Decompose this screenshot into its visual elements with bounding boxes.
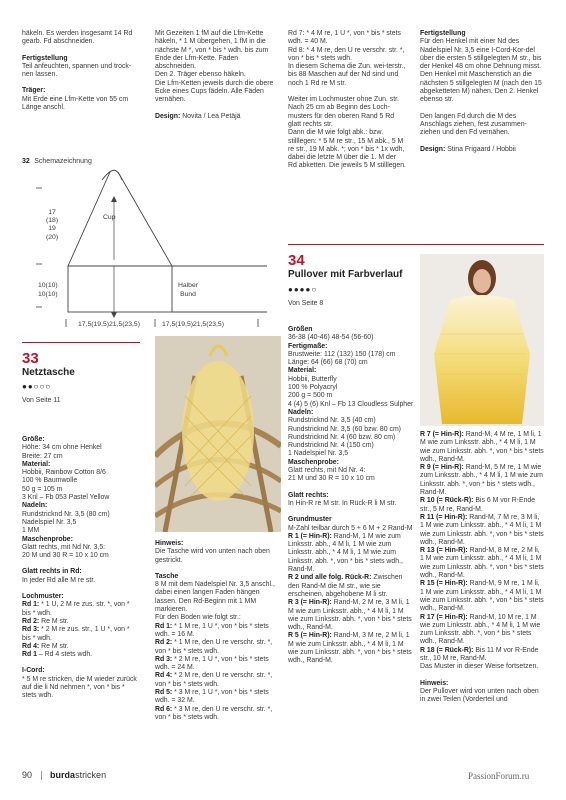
row-text: Rand-M, 5 M re, 1 M wie zum Linksstr. abh., * 4 M li, 1 M wie zum Linksstr. abh. *, von * bis * stets wdh., Rand-M. (420, 464, 543, 497)
page-number: 90 (22, 770, 33, 780)
row-key: Rd 5: (155, 689, 173, 697)
paragraph: Rundstricknd Nr. 3,5 (80 cm) Nadelspiel Nr. 3,5 1 MM (22, 510, 110, 535)
project-title: Netztasche (22, 367, 75, 378)
paragraph: Mit Erde eine Lfm-Kette von 55 cm Länge anschl. (22, 95, 129, 112)
row-text: * 1 M re, den U re verschr. str. *, von * bis * stets wdh. (155, 639, 273, 655)
heading-fertigstellung: Fertigstellung (420, 30, 466, 37)
project-title: Pullover mit Farbverlauf (288, 269, 403, 280)
row-text: * 3 M re, den U re verschr. str. *, von * bis * stets wdh. (155, 705, 273, 721)
paragraph: In Hin-R re M str. In Rück-R li M str. (288, 499, 397, 507)
paragraph: häkeln. Es werden insgesamt 14 Rd gearb. Fd abschneiden. (22, 30, 133, 46)
col2-top (155, 30, 280, 121)
row-text: Bis 6 M vor R-Ende str., 5 M re, Rand-M. (420, 497, 536, 513)
row-key: Rd 6: (155, 705, 173, 713)
paragraph: Mit Gezeiten 1 fM auf die Lfm-Kette häkeln, * 1 M übergehen, 1 fM in die nächste M *, von * bis * wdh. bis zum Ende der Lfm-Kette. Faden abschneiden. Den 2. Träger ebenso häkeln. Die Lfm-Ketten jeweils durch die obere Ecke eines Cups fädeln. Alle Fäden vernähen. (155, 30, 274, 104)
project-number: 34 (288, 252, 305, 269)
row-key: Rd 3: (155, 655, 173, 663)
row-key: Rd 2: (22, 617, 40, 625)
row-text: * 2 M re, den U re verschr. str. *, von * bis * stets wdh. (155, 672, 273, 688)
heading-measurements: Fertigmaße: (288, 342, 328, 350)
heading-fertigstellung: Fertigstellung (22, 54, 68, 62)
row-text: Re M str. (39, 617, 69, 625)
cup-height-sizes (46, 209, 58, 242)
heading-icord: I-Cord: (22, 667, 45, 675)
row-instruction (288, 533, 414, 574)
row-instruction (288, 599, 414, 632)
row-instruction (420, 464, 544, 497)
row-key: R 5 (= Hin-R): (288, 632, 332, 640)
paragraph: In jeder Rd alle M re str. (22, 576, 96, 584)
size-value: 10(10) (38, 282, 58, 289)
page-reference: Von Seite 8 (288, 300, 324, 307)
row-text: Rand-M, 4 M re, 1 M li, 1 M wie zum Linksstr. abh., * 4 M li, 1 M wie zum Linksstr. abh. *, von * bis * stets wdh., Rand-M. (420, 431, 544, 463)
row-text: Re M str. (39, 642, 69, 650)
heading-size: Größe: (22, 436, 45, 443)
project-34-header (288, 252, 438, 307)
row-text: * 2 M re zus. str., 1 U *, von * bis * wdh. (22, 626, 130, 642)
design-label: Design: (155, 112, 181, 120)
row-instruction (420, 431, 544, 464)
row-key: Rd 1: (22, 601, 40, 609)
row-instruction (155, 672, 280, 689)
cup-label: Cup (103, 214, 116, 221)
halber-text: Halber (177, 282, 199, 289)
brand-name-suffix: stricken (75, 770, 107, 780)
row-text: – Rd 4 stets wdh. (36, 651, 93, 659)
heading-trager: Träger: (22, 87, 46, 95)
row-key: R 1 (= Hin-R): (288, 532, 332, 540)
row-key: R 18 (= Rück-R): (420, 646, 474, 654)
paragraph: Hobbii, Rainbow Cotton 8/6 100 % Baumwolle 50 g = 105 m 3 Knl – Fb 053 Pastel Yellow (22, 469, 110, 502)
row-key: R 11 (= Hin-R): (420, 513, 468, 521)
row-text: Rand-M, 2 M re, 3 M li, 1 M wie zum Linksstr. abh., * 4 M li, 1 M wie zum Linksstr. abh. *, von * bis * stets wdh., Rand-M. (288, 599, 412, 632)
paragraph: Weiter im Lochmuster ohne Zun. str. Nach 25 cm ab Beginn des Loch-musters für den oberen Rand 5 Rd glatt rechts str. Dann die M wie folgt abk.: bzw. stilllegen: * 5 M re str., 15 M abk., 5 M re str., 19 M abk. *; von * bis * 1x wdh, dabei die letzte M über die 1. M der Rd abketten. Die jeweils 5 M stilllegen. (288, 96, 406, 170)
row-key: Rd 2: (155, 639, 173, 647)
col1-bottom (22, 436, 140, 701)
project-number: 33 (22, 350, 39, 367)
heading-material: Material: (288, 367, 317, 375)
paragraph: Teil anfeuchten, spannen und trock-nen lassen. (22, 62, 132, 79)
heading-material: Material: (22, 460, 51, 468)
brand-name: burda (50, 770, 76, 780)
heading-needles: Nadeln: (288, 408, 314, 416)
row-instruction (155, 639, 280, 656)
row-instruction (420, 614, 544, 647)
heading-gauge: Maschenprobe: (288, 458, 339, 466)
half-band-label (168, 281, 208, 299)
row-key: R 3 (= Hin-R): (288, 599, 332, 607)
size-value: 19 (48, 225, 56, 233)
size-value: (20) (46, 233, 59, 241)
row-text: Bis 11 M vor R-Ende str., 10 M re, Rand-M. (420, 646, 539, 663)
heading-sizes: Größen (288, 326, 313, 333)
row-text: * 1 M re, 1 U *, von * bis * stets wdh. = 16 M. (155, 622, 269, 638)
row-key: R 9 (= Hin-R): (420, 464, 464, 472)
row-instruction (288, 574, 414, 599)
design-credit: Stina Frigaard / Hobbii (447, 145, 516, 153)
row-key: R 17 (= Hin-R): (420, 613, 468, 621)
band-height-sizes (38, 281, 58, 299)
footer (22, 770, 106, 780)
design-credit: Novita / Lea Petäjä (182, 112, 241, 120)
paragraph: Rundstricknd Nr. 3,5 (40 cm) Rundstricknd Nr. 3,5 (60 bzw. 80 cm) Rundstricknd Nr. 4 (60 bzw. 80 cm) Rundstricknd Nr. 4 (150 cm) 1 Nadelspiel Nr. 3,5 (288, 417, 401, 458)
row-key: Rd 1: (155, 622, 173, 630)
col1-top (22, 30, 140, 112)
schema-title: Schemazeichnung (34, 158, 92, 165)
row-text: Rand-M, 3 M re, 2 M li, 1 M wie zum Linksstr. abh., * 4 M li, 1 M wie zum Linksstr. abh. *, von * bis * stets wdh., Rand-M. (288, 632, 412, 665)
row-key: R 10 (= Rück-R): (420, 497, 474, 505)
row-key: Rd 4: (155, 672, 173, 680)
row-instruction (22, 626, 140, 643)
paragraph: Das Muster in dieser Weise fortsetzen. (420, 663, 539, 671)
paragraph: Den langen Fd durch die M des Anschlags ziehen, fest zusammen-ziehen und den Fd vernähen. (420, 112, 527, 137)
paragraph: Glatt rechts, mit Nd Nr. 4: 21 M und 30 R = 10 x 10 cm (288, 467, 375, 483)
size-value: 10(10) (38, 291, 58, 298)
width-left: 17,5(19,5)21,5(23,5) (78, 321, 140, 328)
bund-text: Bund (180, 291, 196, 298)
row-text: Rand-M, 9 M re, 1 M li, 1 M wie zum Linksstr. abh., * 4 M li, 1 M wie zum Linksstr. abh. *, von * bis * stets wdh., Rand-M. (420, 580, 544, 613)
row-instruction (420, 547, 544, 580)
heading-stockinette: Glatt rechts: (288, 491, 329, 499)
row-text: * 3 M re, 1 U *, von * bis * stets wdh. = 32 M. (155, 689, 269, 705)
row-text: Rand-M, 7 M re, 3 M li, 1 M wie zum Linksstr. abh., * 4 M li, 1 M wie zum Linksstr. abh. *, von * bis * stets wdh., Rand-M. (420, 513, 544, 546)
row-text: Zwischen den Rand-M die M str., wie sie erscheinen, abgehobene M li str. (288, 574, 403, 598)
row-instruction (288, 632, 414, 665)
paragraph: * 5 M re stricken, die M wieder zurück auf die li Nd nehmen *, von * bis * stets wdh. (22, 675, 137, 700)
row-text: Rand-M, 8 M re, 2 M li, 1 M wie zum Linksstr. abh., * 4 M li, 1 M wie zum Linksstr. abh. *, von * bis * stets wdh., Rand-M. (420, 547, 544, 580)
section-divider (22, 342, 140, 343)
heading-needles: Nadeln: (22, 502, 48, 510)
heading-bag: Tasche (155, 572, 179, 580)
col3-bottom (288, 326, 414, 666)
paragraph: M-Zahl teilbar durch 5 + 6 M + 2 Rand-M (288, 524, 413, 532)
col4-bottom (420, 431, 544, 705)
row-text: * 1 U, 2 M re zus. str. *, von * bis * wdh. (22, 601, 130, 617)
row-key: R 13 (= Hin-R): (420, 547, 468, 555)
width-right: 17,5(19,5)21,5(23,5) (162, 321, 224, 328)
heading-stockinette: Glatt rechts in Rd: (22, 568, 82, 576)
row-key: R 15 (= Hin-R): (420, 580, 468, 588)
col3-top (288, 30, 406, 171)
row-key: Rd 3: (22, 626, 40, 634)
sweater-photo (420, 254, 544, 426)
heading-pattern: Grundmuster (288, 516, 332, 524)
paragraph: Für den Henkel mit einer Nd des Nadelspiel Nr. 3,5 eine I-Cord-Kor-del über die ersten 5 stillgelegten M str., bis der Henkel 48 cm ohne Dehnung misst. Den Henkel mit Maschenstich an die nächsten 5 stillgelegten M (nach den 15 abgeketteten M) nähen. Den 2. Henkel ebenso str. (420, 38, 542, 104)
row-instruction (155, 656, 280, 673)
row-instruction (420, 497, 544, 514)
row-instruction (155, 623, 280, 640)
heading-lace: Lochmuster: (22, 593, 64, 601)
sweater-illustration (420, 254, 544, 426)
net-bag-illustration (155, 336, 281, 532)
paragraph: 8 M mit dem Nadelspiel Nr. 3,5 anschl., dabei einen langen Faden hängen lassen. Den Rd-Beginn mit 1 MM markieren. Für den Boden wie folgt str.: (155, 581, 275, 622)
col4-top (420, 30, 544, 154)
row-key: Rd 4: (22, 642, 40, 650)
design-label: Design: (420, 145, 446, 153)
heading-hint: Hinweis: (155, 540, 184, 547)
project-33-header (22, 350, 140, 404)
schema-drawing (22, 162, 282, 337)
row-key: Rd 1 (22, 651, 37, 659)
page-reference: Von Seite 11 (22, 397, 61, 404)
section-divider (288, 244, 544, 245)
row-instruction (22, 651, 140, 659)
paragraph: Brustweite: 112 (132) 150 (178) cm Länge: 64 (66) 68 (70) cm (288, 350, 396, 367)
size-value: 17 (48, 209, 56, 216)
difficulty-rating: ●●●●○ (288, 285, 318, 294)
paragraph: 36-38 (40-46) 48-54 (56-60) (288, 334, 374, 342)
row-text: Rand-M, 1 M wie zum Linksstr. abh., 4 M li, 1 M wie zum Linksstr. abh., * 4 M li, 1 M wie zum Linksstr. abh. *, von * bis * stets wdh., Rand-M. (288, 532, 403, 574)
footer-divider (41, 771, 42, 780)
heading-gauge: Maschenprobe: (22, 535, 73, 543)
row-instruction (155, 706, 280, 723)
row-instruction (155, 689, 280, 706)
watermark: PassionForum.ru (468, 771, 530, 781)
paragraph: Hobbii, Butterfly 100 % Polyacryl 200 g = 500 m 4 (4) 5 (6) Knl – Fb 13 Cloudless Sulpher (288, 375, 414, 408)
paragraph: Glatt rechts, mit Nd Nr. 3,5: 20 M und 30 R = 10 x 10 cm (22, 543, 109, 560)
row-text: * 2 M re, 1 U *, von * bis * stets wdh. = 24 M. (155, 655, 269, 672)
paragraph: Höhe: 34 cm ohne Henkel Breite: 27 cm (22, 444, 102, 460)
schema-number: 32 (22, 158, 30, 165)
row-instruction (420, 580, 544, 613)
row-instruction (22, 618, 140, 626)
size-value: (18) (46, 217, 59, 225)
row-instruction (420, 647, 544, 664)
net-bag-photo (155, 336, 281, 532)
paragraph: Die Tasche wird von unten nach oben gestrickt. (155, 548, 270, 564)
row-instruction (420, 514, 544, 547)
paragraph: Rd 7: * 4 M re, 1 U *, von * bis * stets wdh. = 40 M. Rd 8: * 4 M re, den U re verschr. str. *, von * bis * stets wdh. In diesem Schema die Zun. wei-terstr., bis 88 Maschen auf der Nd sind und noch 1 Rd re M str. (288, 30, 406, 87)
difficulty-rating: ●●○○○ (22, 382, 52, 391)
row-text: Rand-M, 10 M re, 1 M wie zum Linksstr. abh., * 4 M li, 1 M wie zum Linksstr. abh. *, von * bis * stets wdh., Rand-M. (420, 613, 541, 646)
paragraph: Der Pullover wird von unten nach oben in zwei Teilen (Vorderteil und (420, 687, 539, 704)
col2-bottom (155, 540, 280, 722)
row-key: R 2 und alle folg. Rück-R: (288, 574, 372, 582)
row-instruction (22, 601, 140, 618)
row-key: R 7 (= Hin-R): (420, 431, 464, 438)
heading-hint: Hinweis: (420, 679, 449, 687)
row-instruction (22, 643, 140, 651)
